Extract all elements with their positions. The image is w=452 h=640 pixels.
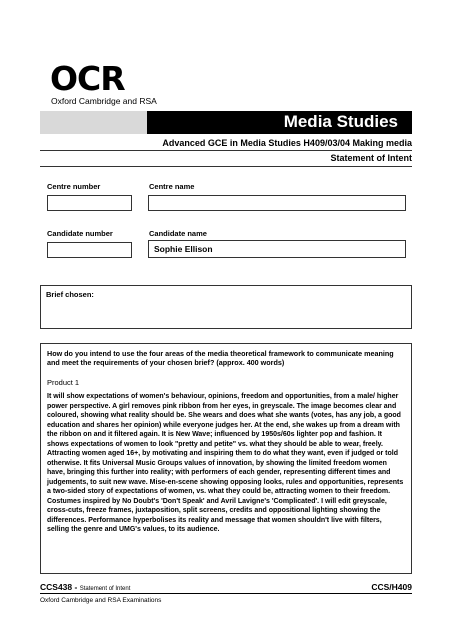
footer-spec-code: CCS/H409 bbox=[371, 582, 412, 592]
candidate-name-label: Candidate name bbox=[149, 229, 207, 238]
document-type: Statement of Intent bbox=[330, 153, 412, 163]
footer-code: CCS438 bbox=[40, 582, 73, 592]
candidate-name-field[interactable] bbox=[148, 240, 406, 258]
footer-org: Oxford Cambridge and RSA Examinations bbox=[40, 597, 162, 604]
centre-name-label: Centre name bbox=[149, 182, 195, 191]
candidate-number-label: Candidate number bbox=[47, 229, 113, 238]
brief-chosen-label: Brief chosen: bbox=[46, 290, 94, 299]
ocr-logo: OCR bbox=[50, 59, 125, 98]
intent-answer: It will show expectations of women's behaviour, opinions, freedom and opportunities, from a male/ higher power perspective. A girl removes pink ribbon from her eyes, in greyscale. The image becomes clear and coloured, showing what reality should be. She wears and does what she wants (votes, has any job, a good education and shares her opinion) while everyone judges her. At the end, she wakes up from a dream with the ribbon on and it filtered again. It is New Wave; influenced by 1950s/60s lighter pop and fashion. It shows expectations of women to look "pretty and petite" vs. what they should be able to wear, freely. Attracting women aged 16+, by motivating and inspiring them to do what they want, even if judged or told otherwise. It fits Universal Music Groups values of innovation, by showing the limited freedom women have, bringing this further into reality; with performers of each gender, representing different times and judgements, to suit new wave. Mise-en-scene showing opposing looks, rules and opportunities, represents a two-sided story of expectations of women, vs. what they could be, attracting women to their freedom. Costumes inspired by No Doubt's 'Don't Speak' and Avril Lavigne's 'Complicated'. I will edit greyscale, cross-cuts, freeze frames, juxtaposition, split screens, credits and oppositional lighting showing the differences. Performance hyperbolises its reality and message that women shouldn't live with filters, selling the genre and UMG's values, to its audience. bbox=[47, 393, 404, 534]
statement-of-intent-box[interactable] bbox=[40, 343, 412, 574]
centre-number-label: Centre number bbox=[47, 182, 101, 191]
brief-chosen-field[interactable] bbox=[40, 285, 412, 329]
subtitle-divider bbox=[40, 150, 412, 151]
candidate-number-field[interactable] bbox=[47, 242, 132, 258]
centre-name-field[interactable] bbox=[148, 195, 406, 211]
footer-divider bbox=[40, 593, 412, 594]
footer-dash: - bbox=[72, 582, 80, 592]
page-title: Media Studies bbox=[283, 112, 398, 131]
qualification-subtitle: Advanced GCE in Media Studies H409/03/04 Making media bbox=[162, 138, 412, 148]
footer-doc-label: Statement of Intent bbox=[79, 586, 131, 592]
candidate-name-value: Sophie Ellison bbox=[154, 244, 213, 254]
centre-number-field[interactable] bbox=[47, 195, 132, 211]
title-bar bbox=[40, 111, 412, 134]
header-divider bbox=[40, 166, 412, 167]
product-label: Product 1 bbox=[47, 378, 80, 388]
logo-tagline: Oxford Cambridge and RSA bbox=[51, 96, 157, 106]
intent-question: How do you intend to use the four areas of the media theoretical framework to communicate meaning and meet the requirements of your chosen brief? (approx. 400 words) bbox=[47, 349, 394, 367]
